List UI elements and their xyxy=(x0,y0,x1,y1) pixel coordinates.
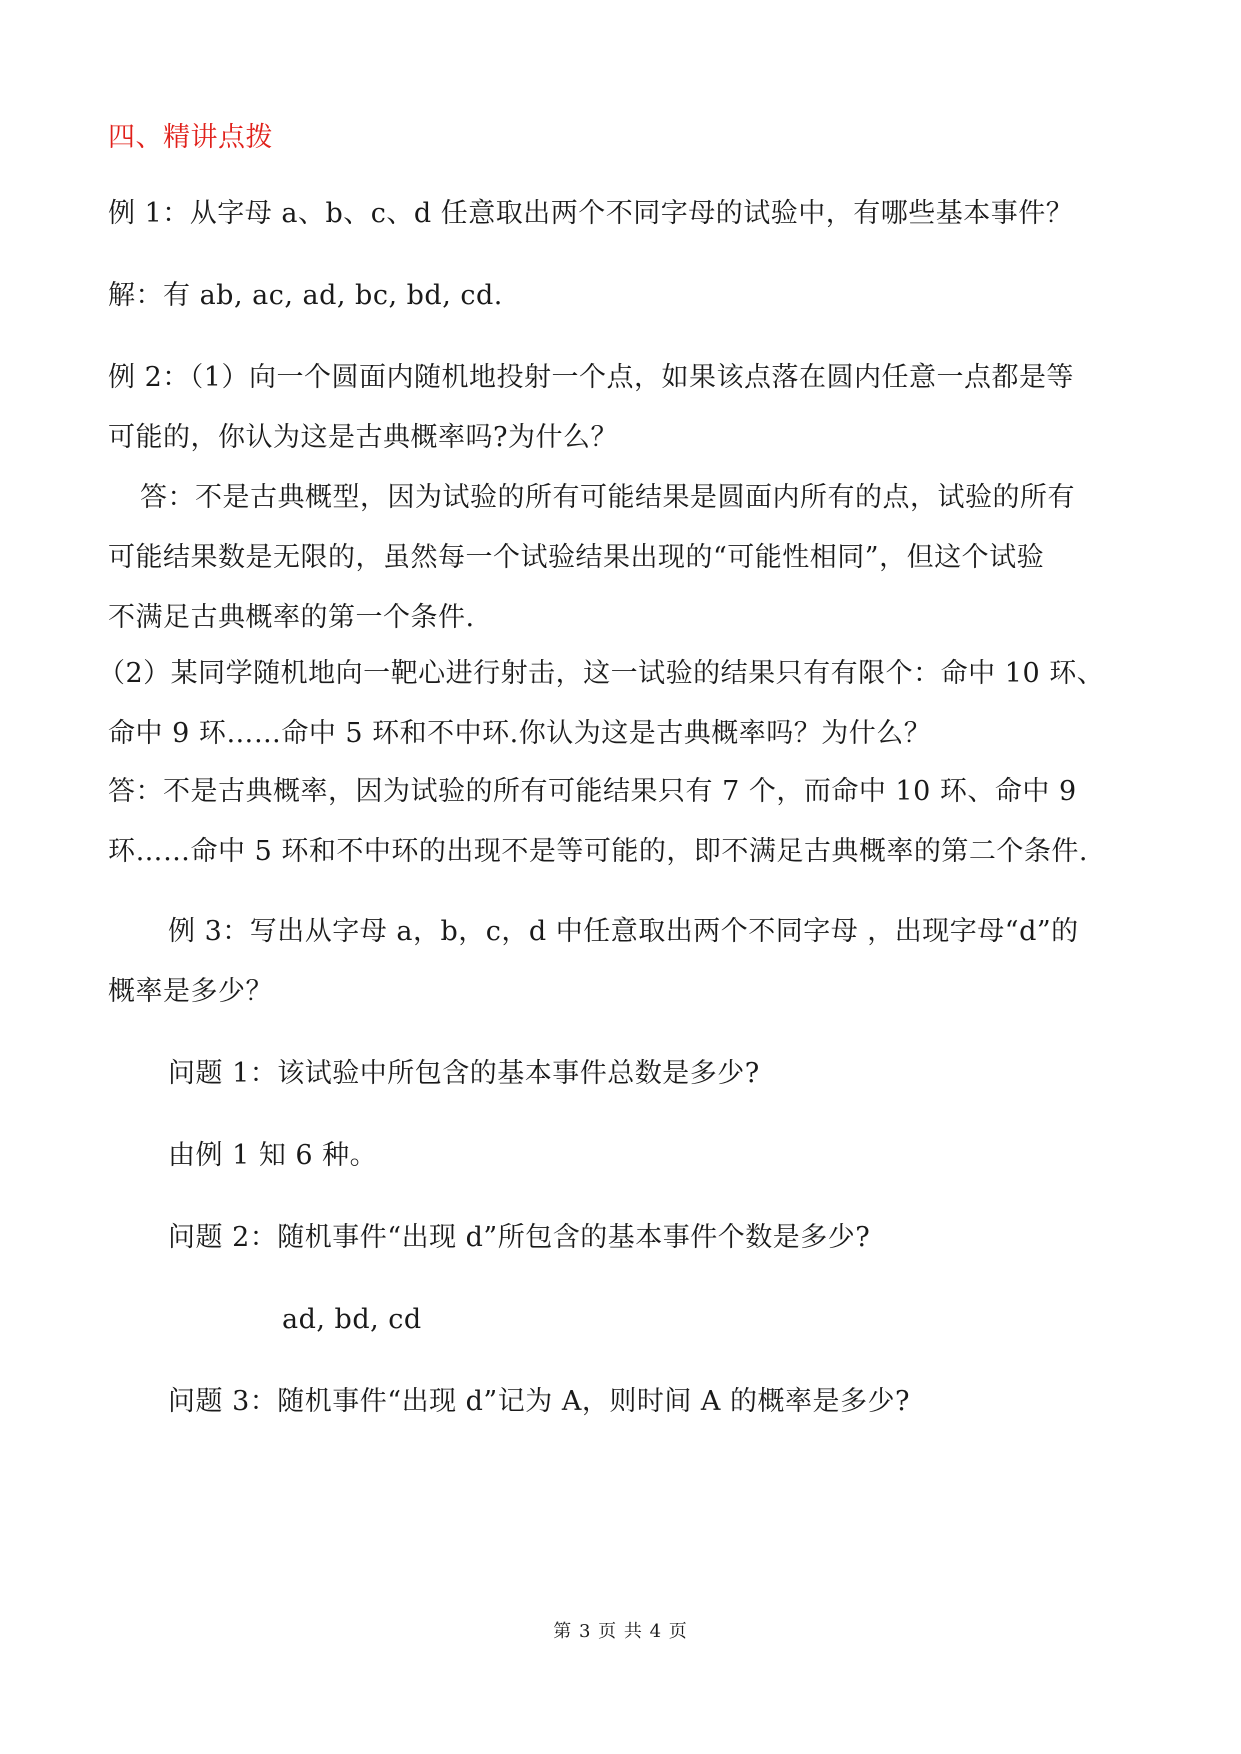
example-2-question-2-line-2: 命中 9 环……命中 5 环和不中环.你认为这是古典概率吗？为什么？ xyxy=(108,718,932,749)
example-2-question-2-line-1: （2）某同学随机地向一靶心进行射击，这一试验的结果只有有限个：命中 10 环、 xyxy=(98,658,1105,689)
example-3-problem-1: 问题 1：该试验中所包含的基本事件总数是多少? xyxy=(168,1058,760,1089)
page-footer: 第 3 页 共 4 页 xyxy=(553,1621,688,1642)
example-2-answer-1-line-1: 答：不是古典概型，因为试验的所有可能结果是圆面内所有的点，试验的所有 xyxy=(140,482,1075,513)
section-heading: 四、精讲点拨 xyxy=(108,122,273,153)
example-3-problem-2-answer: ad, bd, cd xyxy=(282,1304,422,1335)
example-3-problem-2: 问题 2：随机事件“出现 d”所包含的基本事件个数是多少? xyxy=(168,1222,871,1253)
example-2-question-1-line-1: 例 2：（1）向一个圆面内随机地投射一个点，如果该点落在圆内任意一点都是等 xyxy=(108,362,1074,393)
example-1-question: 例 1：从字母 a、b、c、d 任意取出两个不同字母的试验中，有哪些基本事件？ xyxy=(108,198,1074,229)
example-2-answer-1-line-3: 不满足古典概率的第一个条件. xyxy=(108,602,475,633)
example-3-question-line-2: 概率是多少？ xyxy=(108,976,273,1007)
example-1-answer: 解：有 ab, ac, ad, bc, bd, cd. xyxy=(108,280,503,311)
example-3-problem-3: 问题 3：随机事件“出现 d”记为 A，则时间 A 的概率是多少? xyxy=(168,1386,910,1417)
example-2-question-1-line-2: 可能的，你认为这是古典概率吗?为什么？ xyxy=(108,422,618,453)
example-2-answer-2-line-1: 答：不是古典概率，因为试验的所有可能结果只有 7 个，而命中 10 环、命中 9 xyxy=(108,776,1077,807)
example-2-answer-2-line-2: 环……命中 5 环和不中环的出现不是等可能的，即不满足古典概率的第二个条件. xyxy=(108,836,1088,867)
example-2-answer-1-line-2: 可能结果数是无限的，虽然每一个试验结果出现的“可能性相同”，但这个试验 xyxy=(108,542,1045,573)
example-3-problem-1-answer: 由例 1 知 6 种。 xyxy=(168,1140,378,1171)
example-3-question-line-1: 例 3：写出从字母 a，b，c，d 中任意取出两个不同字母 ，出现字母“d”的 xyxy=(168,916,1079,947)
